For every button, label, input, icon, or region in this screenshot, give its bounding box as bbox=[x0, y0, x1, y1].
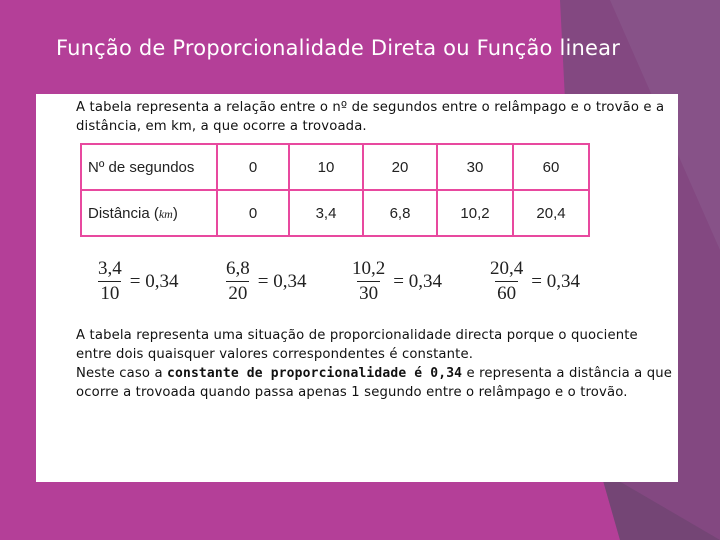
fraction-result: = 0,34 bbox=[257, 270, 307, 292]
table-cell: 0 bbox=[217, 190, 289, 236]
conclusion-paragraph-constant bbox=[76, 364, 676, 402]
conclusion-text bbox=[76, 326, 676, 402]
table-row bbox=[81, 144, 589, 190]
table-cell: 20 bbox=[363, 144, 437, 190]
constant-highlight: constante de proporcionalidade é 0,34 bbox=[167, 366, 463, 381]
table-cell: 60 bbox=[513, 144, 589, 190]
fraction-item bbox=[224, 258, 306, 305]
fraction-item bbox=[96, 258, 178, 305]
data-table bbox=[80, 143, 590, 237]
conclusion-after: e representa a distância a que ocorre a trovoada quando passa apenas 1 segundo entre o relâmpago e o trovão. bbox=[76, 366, 673, 400]
table-cell: 20,4 bbox=[513, 190, 589, 236]
table-cell: 6,8 bbox=[363, 190, 437, 236]
fraction-denominator: 20 bbox=[228, 283, 248, 304]
fraction bbox=[224, 258, 252, 305]
row-header-distance-label: Distância ( bbox=[88, 204, 159, 222]
fraction-denominator: 60 bbox=[497, 283, 517, 304]
conclusion-paragraph: A tabela representa uma situação de proporcionalidade directa porque o quociente entre dois quaisquer valores correspondentes é constante. bbox=[76, 328, 638, 362]
fraction-item bbox=[350, 258, 442, 305]
fraction-numerator: 10,2 bbox=[352, 258, 386, 279]
unit-label: km bbox=[158, 206, 173, 221]
table-cell: 30 bbox=[437, 144, 513, 190]
conclusion-before: Neste caso a bbox=[76, 366, 168, 381]
table-cell: 10,2 bbox=[437, 190, 513, 236]
row-header-distance bbox=[81, 190, 217, 236]
table-row bbox=[81, 190, 589, 236]
table-cell: 3,4 bbox=[289, 190, 363, 236]
fraction-numerator: 3,4 bbox=[98, 258, 122, 279]
fraction-denominator: 10 bbox=[100, 283, 120, 304]
fraction-result: = 0,34 bbox=[393, 270, 442, 292]
fraction bbox=[96, 258, 124, 305]
table-cell: 10 bbox=[289, 144, 363, 190]
slide-title: Função de Proporcionalidade Direta ou Função linear bbox=[56, 36, 621, 60]
fraction-list bbox=[96, 258, 656, 308]
unit-close: ) bbox=[172, 204, 178, 222]
fraction-denominator: 30 bbox=[359, 283, 379, 304]
fraction-result: = 0,34 bbox=[531, 270, 580, 292]
row-header-seconds: Nº de segundos bbox=[81, 144, 217, 190]
fraction bbox=[488, 258, 525, 305]
content-panel bbox=[36, 94, 678, 482]
fraction-item bbox=[488, 258, 580, 305]
fraction-numerator: 20,4 bbox=[490, 258, 524, 279]
fraction-result: = 0,34 bbox=[129, 270, 179, 292]
intro-text: A tabela representa a relação entre o nº de segundos entre o relâmpago e o trovão e a distância, em km, a que ocorre a trovoada. bbox=[76, 100, 665, 134]
fraction-numerator: 6,8 bbox=[226, 258, 250, 279]
table-cell: 0 bbox=[217, 144, 289, 190]
fraction bbox=[350, 258, 387, 305]
